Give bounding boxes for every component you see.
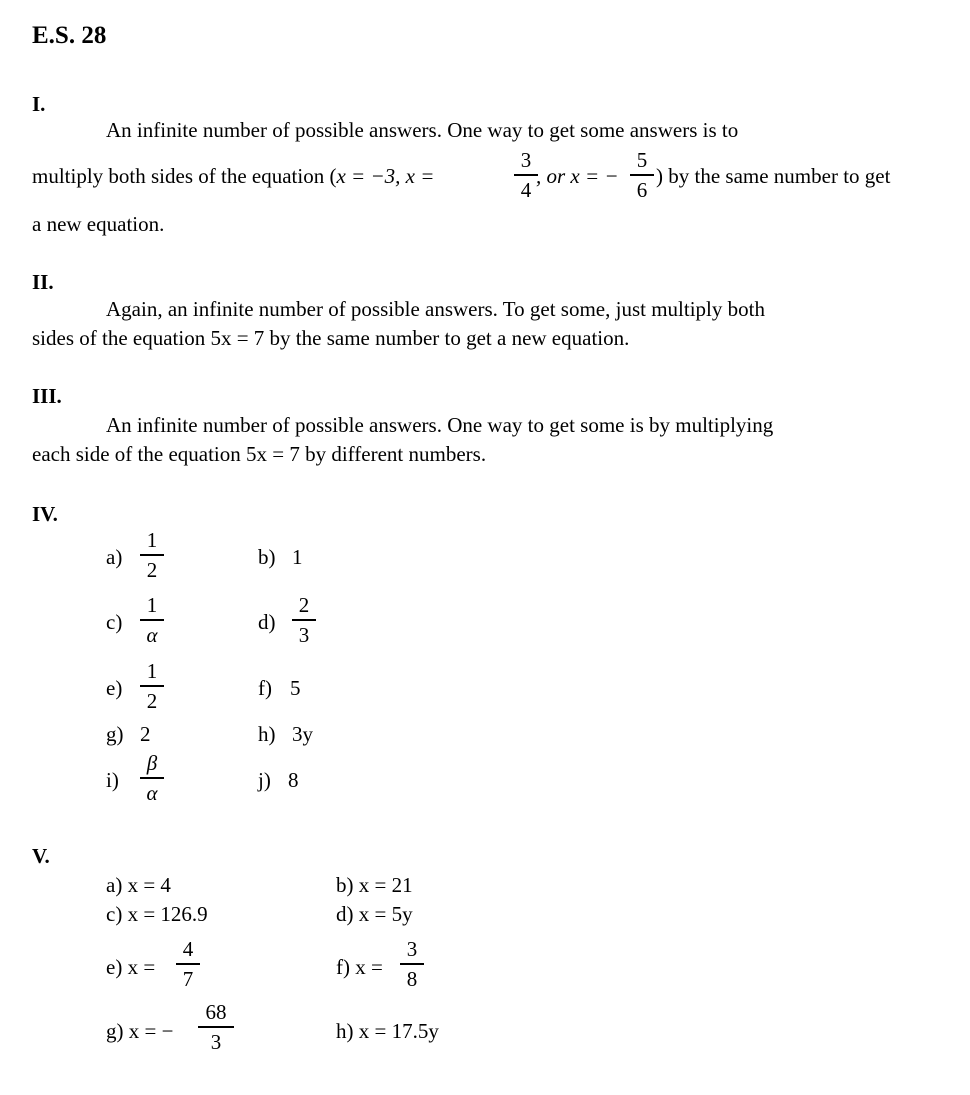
answer-e-label: e) x = [106, 955, 156, 979]
answer-d: d) x = 5y [336, 902, 413, 926]
answer-g-label: g) x = − [106, 1019, 174, 1043]
item-h-value: 3y [292, 722, 313, 746]
fraction-bar [140, 777, 164, 779]
fraction-bar [400, 963, 424, 965]
fraction-bar [140, 685, 164, 687]
answer-e-fraction [174, 939, 202, 990]
answer-g-fraction [196, 1002, 236, 1053]
item-c-fraction [138, 595, 166, 646]
fraction-denominator: 2 [146, 688, 158, 713]
answer-h: h) x = 17.5y [336, 1019, 439, 1043]
fraction-denominator: 6 [636, 177, 648, 202]
item-f-label: f) [258, 676, 272, 700]
section-1-line-1: An infinite number of possible answers. One way to get some answers is to [106, 118, 739, 142]
section-1-line-3: a new equation. [32, 212, 165, 236]
fraction-bar [140, 619, 164, 621]
item-b-label: b) [258, 545, 276, 569]
fraction-numerator: 68 [205, 1000, 227, 1024]
item-a-fraction [138, 530, 166, 581]
section-1-line-2-post: ) by the same number to get [656, 164, 891, 188]
fraction-denominator: 8 [406, 966, 418, 991]
fraction-bar [514, 174, 538, 176]
fraction-bar [198, 1026, 234, 1028]
item-c-label: c) [106, 610, 123, 634]
section-heading-1: I. [32, 92, 46, 116]
item-a-label: a) [106, 545, 123, 569]
section-2-line-1: Again, an infinite number of possible answers. To get some, just multiply both [106, 297, 765, 321]
item-i-fraction [138, 753, 166, 804]
fraction-numerator: 1 [146, 659, 158, 683]
fraction-denominator: 7 [182, 966, 194, 991]
fraction-bar [140, 554, 164, 556]
item-d-fraction [290, 595, 318, 646]
or-text: , or x = − [536, 164, 619, 188]
item-e-label: e) [106, 676, 123, 700]
fraction-denominator: 3 [298, 622, 310, 647]
answer-f-label: f) x = [336, 955, 383, 979]
item-g-value: 2 [140, 722, 151, 746]
item-j-value: 8 [288, 768, 299, 792]
section-heading-2: II. [32, 270, 54, 294]
fraction-bar [176, 963, 200, 965]
fraction-numerator: 3 [520, 148, 532, 172]
answer-f-fraction [398, 939, 426, 990]
section-3-line-2: each side of the equation 5x = 7 by different numbers. [32, 442, 487, 466]
fraction-bar [292, 619, 316, 621]
fraction-numerator: β [146, 751, 158, 775]
answer-b: b) x = 21 [336, 873, 413, 897]
fraction-numerator: 1 [146, 528, 158, 552]
fraction-numerator: 2 [298, 593, 310, 617]
section-1-line-2 [32, 164, 434, 189]
item-d-label: d) [258, 610, 276, 634]
item-i-label: i) [106, 768, 119, 792]
answer-c: c) x = 126.9 [106, 902, 208, 926]
fraction-numerator: 5 [636, 148, 648, 172]
item-e-fraction [138, 661, 166, 712]
fraction-denominator: 4 [520, 177, 532, 202]
fraction-numerator: 1 [146, 593, 158, 617]
item-b-value: 1 [292, 545, 303, 569]
item-g-label: g) [106, 722, 124, 746]
fraction-bar [630, 174, 654, 176]
section-2-line-2: sides of the equation 5x = 7 by the same number to get a new equation. [32, 326, 630, 350]
section-heading-3: III. [32, 384, 62, 408]
fraction-five-sixths [628, 150, 656, 201]
equation-x-values: x = −3, x = [336, 164, 435, 188]
item-h-label: h) [258, 722, 276, 746]
page-title: E.S. 28 [32, 22, 107, 49]
fraction-denominator: α [146, 780, 158, 805]
answer-a: a) x = 4 [106, 873, 171, 897]
item-j-label: j) [258, 768, 271, 792]
section-heading-4: IV. [32, 502, 58, 526]
fraction-denominator: 3 [210, 1029, 222, 1054]
section-heading-5: V. [32, 844, 50, 868]
fraction-numerator: 4 [182, 937, 194, 961]
fraction-denominator: 2 [146, 557, 158, 582]
section-1-line-2-pre: multiply both sides of the equation ( [32, 164, 337, 188]
fraction-denominator: α [146, 622, 158, 647]
fraction-numerator: 3 [406, 937, 418, 961]
section-3-line-1: An infinite number of possible answers. One way to get some is by multiplying [106, 413, 774, 437]
item-f-value: 5 [290, 676, 301, 700]
